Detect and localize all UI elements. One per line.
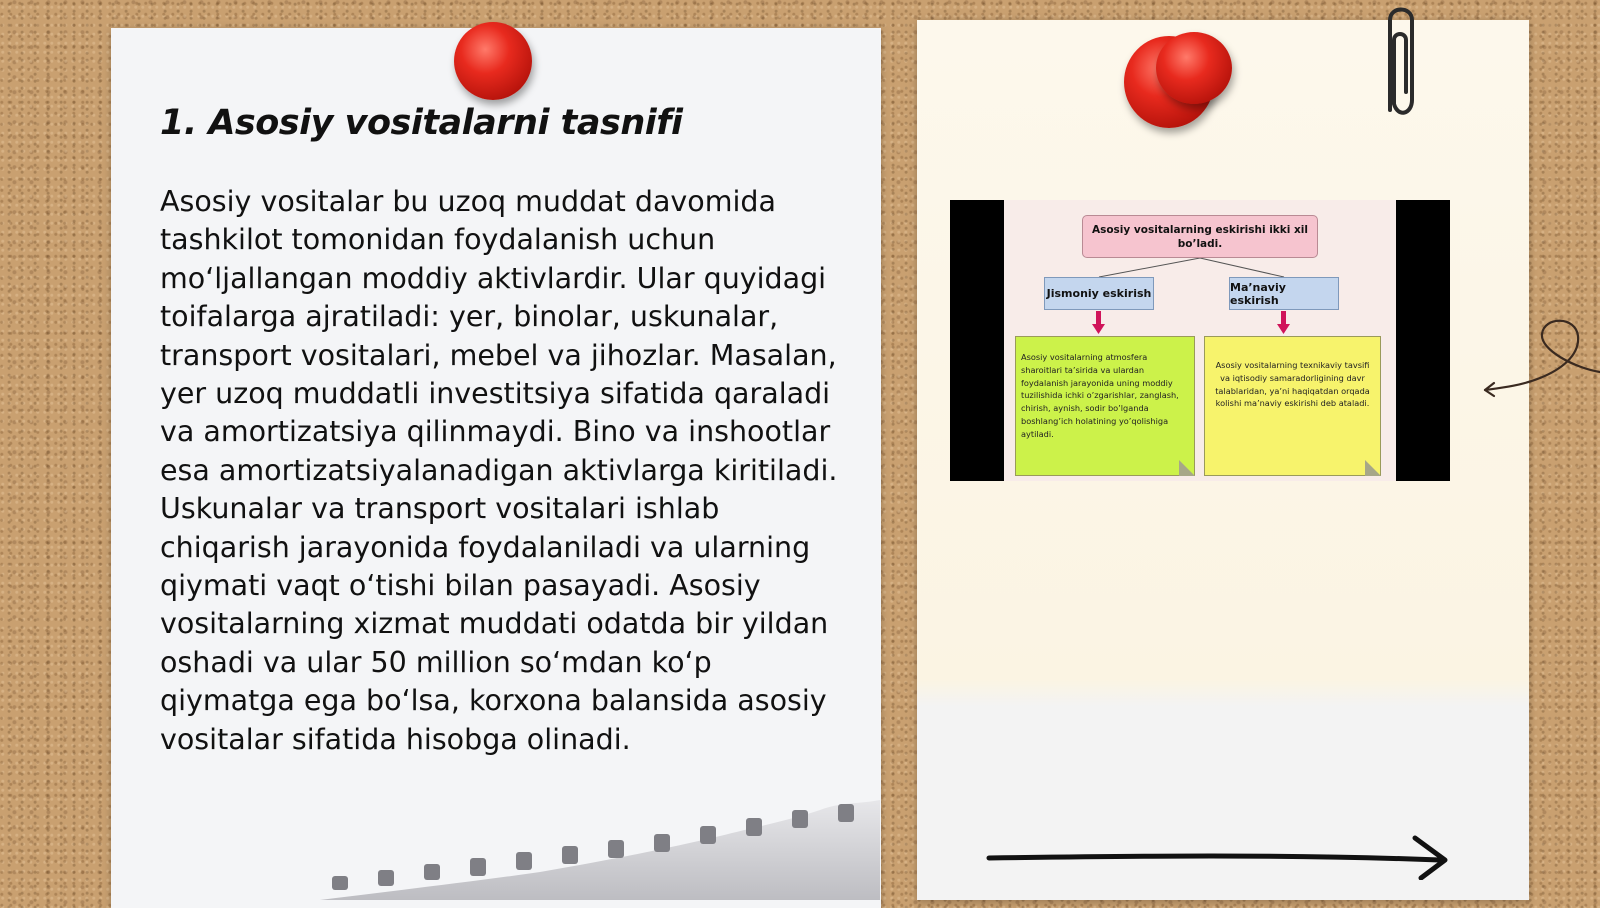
push-pin-icon xyxy=(1156,32,1232,104)
diagram-note-physical xyxy=(1015,336,1195,476)
diagram-note-moral xyxy=(1204,336,1381,476)
depreciation-diagram xyxy=(1004,200,1396,481)
down-arrow-icon xyxy=(1092,311,1105,334)
hand-drawn-loop-arrow-icon xyxy=(1480,310,1600,410)
diagram-branch-moral: Ma’naviy eskirish xyxy=(1229,277,1339,310)
diagram-branch-physical: Jismoniy eskirish xyxy=(1044,277,1154,310)
page-fold-corner xyxy=(1365,460,1381,476)
diagram-note-moral-text: Asosiy vositalarning texnikaviy tavsifi va iqtisodiy samaradorligining davr talablaridan, ya’ni haqiqatdan orqada kolishi ma’naviy eskirishi deb ataladi. xyxy=(1215,360,1370,409)
diagram-root-box: Asosiy vositalarning eskirishi ikki xil bo’ladi. xyxy=(1082,215,1318,258)
paperclip-icon xyxy=(1376,0,1426,125)
diagram-note-physical-text: Asosiy vositalarning atmosfera sharoitlari ta’sirida va ulardan foydalanish jarayonida uning moddiy tuzilishida ichki o’zgarishlar, zanglash, chirish, aynish, sodir bo’lganda boshlang’ich holatining yo’qolishiga aytiladi. xyxy=(1021,352,1179,439)
push-pin-icon xyxy=(454,22,532,100)
page-fold-corner xyxy=(1179,460,1195,476)
slide-body-text: Asosiy vositalar bu uzoq muddat davomida tashkilot tomonidan foydalanish uchun mo‘ljallangan moddiy aktivlardir. Ular quyidagi toifalarga ajratiladi: yer, binolar, uskunalar, transport vositalari, mebel va jihozlar. Masalan, yer uzoq muddatli investitsiya sifatida qaraladi va amortizatsiya qilinmaydi. Bino va inshootlar esa amortizatsiyalanadigan aktivlarga kiritiladi. Uskunalar va transport vositalari ishlab chiqarish jarayonida foydalaniladi va ularning qiymati vaqt o‘tishi bilan pasayadi. Asosiy vositalarning xizmat muddati odatda bir yildan oshadi va ular 50 million so‘mdan ko‘p qiymatga ega bo‘lsa, korxona balansida asosiy vositalar sifatida hisobga olinadi. xyxy=(160,185,838,756)
torn-paper-edge xyxy=(320,800,880,900)
diagram-image-frame xyxy=(950,200,1450,481)
slide-title: 1. Asosiy vositalarni tasnifi xyxy=(160,103,683,143)
down-arrow-icon xyxy=(1277,311,1290,334)
long-right-arrow-icon xyxy=(985,830,1455,880)
